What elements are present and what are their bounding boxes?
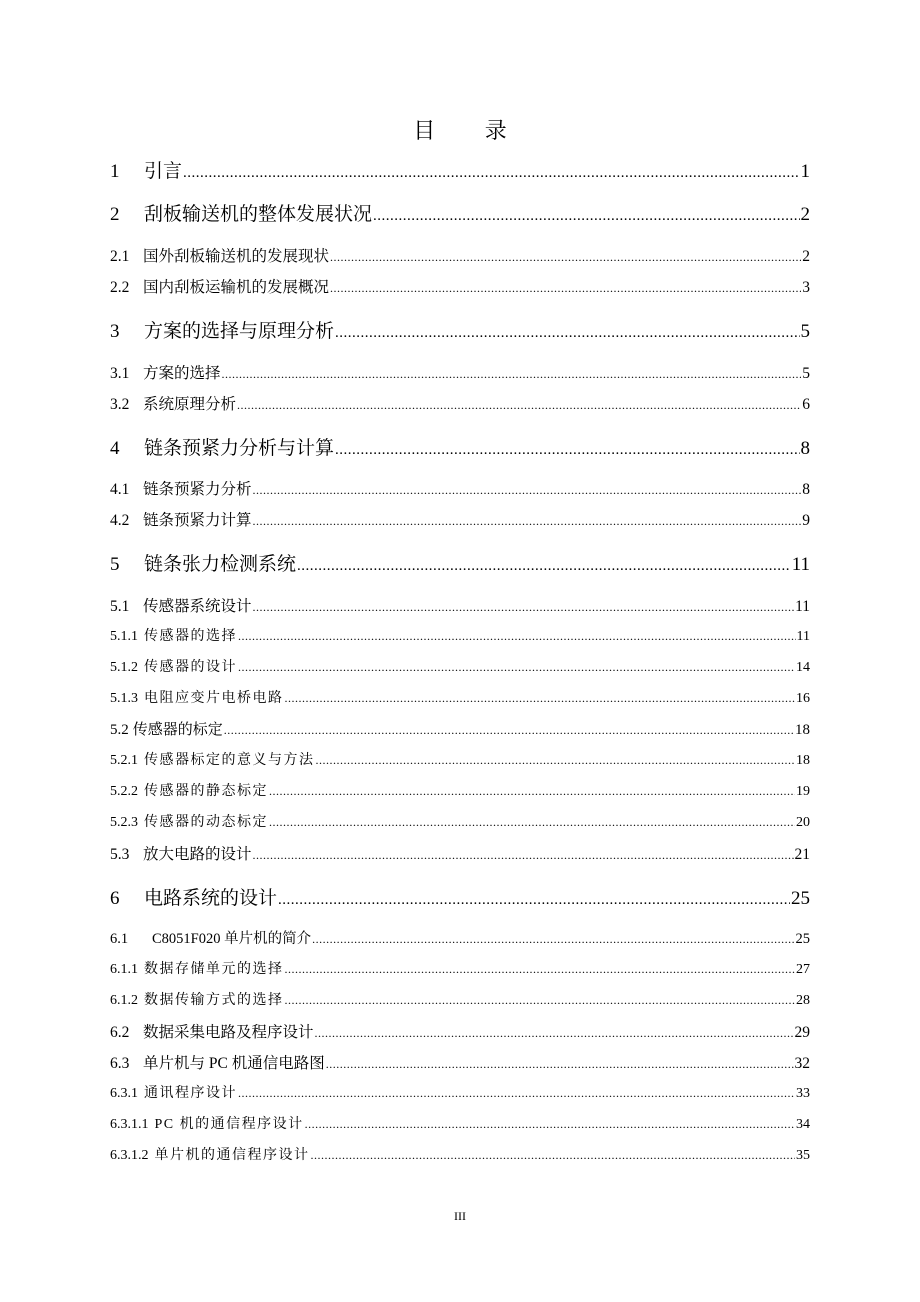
toc-entry-number: 6.3.1.2 bbox=[110, 1148, 149, 1163]
toc-entry[interactable] bbox=[110, 1113, 810, 1133]
toc-entry[interactable] bbox=[110, 1144, 810, 1164]
toc-entry-title: 链条预紧力分析 bbox=[143, 481, 252, 498]
toc-entry-number: 3.2 bbox=[110, 396, 130, 413]
toc-entry[interactable] bbox=[110, 594, 810, 616]
toc-leader-dots bbox=[297, 554, 791, 576]
toc-entry-title: 数据存储单元的选择 bbox=[144, 962, 284, 977]
toc-entry[interactable] bbox=[110, 656, 810, 676]
toc-entry[interactable] bbox=[110, 361, 810, 383]
toc-leader-dots bbox=[253, 512, 802, 530]
toc-entry-title: 传感器的设计 bbox=[144, 660, 237, 675]
toc-entry-number: 5.1.1 bbox=[110, 629, 138, 644]
toc-entry-title: 单片机的通信程序设计 bbox=[154, 1148, 310, 1163]
toc-entry-title: 链条预紧力分析与计算 bbox=[144, 438, 335, 459]
toc-entry-title: 数据传输方式的选择 bbox=[144, 993, 284, 1008]
toc-entry[interactable] bbox=[110, 958, 810, 978]
toc-entry[interactable] bbox=[110, 508, 810, 530]
toc-entry-title: 传感器的静态标定 bbox=[144, 784, 268, 799]
toc-entry[interactable] bbox=[110, 244, 810, 266]
toc-entry-page: 5 bbox=[802, 365, 810, 382]
toc-entry-number: 4.1 bbox=[110, 481, 130, 498]
toc-entry-number: 6 bbox=[110, 888, 120, 909]
toc-entry[interactable] bbox=[110, 156, 810, 183]
toc-leader-dots bbox=[335, 321, 799, 343]
toc-entry-number: 2 bbox=[110, 204, 120, 225]
toc-entry-number: 1 bbox=[110, 161, 120, 182]
toc-entry-number: 6.1 bbox=[110, 931, 129, 947]
toc-entry-page: 18 bbox=[795, 722, 810, 738]
toc-entry[interactable] bbox=[110, 687, 810, 707]
toc-leader-dots bbox=[238, 1086, 795, 1102]
toc-leader-dots bbox=[253, 481, 802, 499]
toc-entry[interactable] bbox=[110, 392, 810, 414]
toc-leader-dots bbox=[326, 1055, 794, 1073]
toc-entry-number: 5.2.2 bbox=[110, 784, 138, 799]
toc-entry-page: 2 bbox=[800, 204, 810, 225]
toc-entry-page: 9 bbox=[802, 512, 810, 529]
toc-entry-page: 11 bbox=[791, 554, 810, 575]
toc-entry-page: 5 bbox=[800, 321, 810, 342]
toc-entry-page: 29 bbox=[794, 1024, 810, 1041]
toc-entry-title: 单片机与 PC 机通信电路图 bbox=[143, 1055, 325, 1072]
toc-entry-number: 5.2.3 bbox=[110, 815, 138, 830]
toc-entry-title: 国外刮板输送机的发展现状 bbox=[143, 248, 330, 265]
toc-entry-title: 链条张力检测系统 bbox=[144, 554, 297, 575]
toc-leader-dots bbox=[183, 161, 799, 183]
toc-entry[interactable] bbox=[110, 811, 810, 831]
toc-entry-number: 2.1 bbox=[110, 248, 130, 265]
toc-entry-page: 20 bbox=[796, 815, 810, 830]
toc-entry-title: 数据采集电路及程序设计 bbox=[143, 1024, 314, 1041]
toc-entry-page: 8 bbox=[802, 481, 810, 498]
toc-entry-title: 通讯程序设计 bbox=[144, 1086, 237, 1101]
toc-entry-number: 5.2 bbox=[110, 722, 129, 738]
toc-leader-dots bbox=[269, 784, 795, 800]
toc-entry-page: 19 bbox=[796, 784, 810, 799]
toc-entry-page: 18 bbox=[796, 753, 810, 768]
toc-entry-title: 放大电路的设计 bbox=[143, 846, 252, 863]
toc-entry[interactable] bbox=[110, 549, 810, 576]
toc-entry[interactable] bbox=[110, 842, 810, 864]
toc-leader-dots bbox=[311, 1148, 796, 1164]
toc-entry-title: 方案的选择与原理分析 bbox=[144, 321, 335, 342]
toc-entry-number: 5 bbox=[110, 554, 120, 575]
toc-entry-title: 传感器的标定 bbox=[132, 722, 223, 738]
toc-entry-number: 5.1.3 bbox=[110, 691, 138, 706]
toc-entry-number: 6.3.1.1 bbox=[110, 1117, 149, 1132]
toc-entry-page: 33 bbox=[796, 1086, 810, 1101]
toc-leader-dots bbox=[224, 722, 794, 739]
toc-entry-number: 5.1.2 bbox=[110, 660, 138, 675]
toc-entry-title: 系统原理分析 bbox=[143, 396, 237, 413]
toc-entry[interactable] bbox=[110, 1020, 810, 1042]
toc-entry-title: 传感器系统设计 bbox=[143, 598, 252, 615]
toc-leader-dots bbox=[305, 1117, 795, 1133]
toc-entry[interactable] bbox=[110, 433, 810, 460]
toc-leader-dots bbox=[330, 248, 801, 266]
toc-entry[interactable] bbox=[110, 780, 810, 800]
toc-entry-page: 11 bbox=[795, 598, 810, 615]
toc-entry-page: 28 bbox=[796, 993, 810, 1008]
toc-leader-dots bbox=[285, 962, 796, 978]
toc-entry-page: 27 bbox=[796, 962, 810, 977]
toc-entry[interactable] bbox=[110, 625, 810, 645]
toc-entry[interactable] bbox=[110, 749, 810, 769]
toc-leader-dots bbox=[285, 691, 796, 707]
toc-entry-page: 2 bbox=[802, 248, 810, 265]
toc-entry-title: 传感器的选择 bbox=[144, 629, 237, 644]
toc-entry[interactable] bbox=[110, 883, 810, 910]
toc-entry-page: 11 bbox=[796, 629, 810, 644]
toc-entry-title: 传感器标定的意义与方法 bbox=[144, 753, 315, 768]
toc-entry-page: 16 bbox=[796, 691, 810, 706]
toc-entry-title: C8051F020 单片机的简介 bbox=[152, 931, 312, 947]
toc-entry-page: 25 bbox=[795, 931, 810, 947]
toc-leader-dots bbox=[330, 279, 801, 297]
toc-entry-page: 21 bbox=[794, 846, 810, 863]
toc-entry[interactable] bbox=[110, 275, 810, 297]
toc-entry-title: 方案的选择 bbox=[143, 365, 221, 382]
toc-entry-number: 6.1.1 bbox=[110, 962, 138, 977]
toc-entry-number: 6.2 bbox=[110, 1024, 130, 1041]
toc-entry-number: 6.1.2 bbox=[110, 993, 138, 1008]
toc-entry-number: 5.2.1 bbox=[110, 753, 138, 768]
toc-entry-title: 电阻应变片电桥电路 bbox=[144, 691, 284, 706]
toc-entry-title: 刮板输送机的整体发展状况 bbox=[144, 204, 373, 225]
toc-entry-page: 1 bbox=[800, 161, 810, 182]
toc-leader-dots bbox=[312, 931, 794, 948]
toc-entry[interactable] bbox=[110, 927, 810, 948]
toc-entry-page: 14 bbox=[796, 660, 810, 675]
toc-entry-number: 5.1 bbox=[110, 598, 130, 615]
toc-entry-title: PC 机的通信程序设计 bbox=[154, 1117, 304, 1132]
toc-entry-number: 4.2 bbox=[110, 512, 130, 529]
toc-entry-title: 电路系统的设计 bbox=[144, 888, 278, 909]
toc-leader-dots bbox=[278, 888, 790, 910]
toc-entry-title: 引言 bbox=[144, 161, 183, 182]
toc-entry-page: 32 bbox=[794, 1055, 810, 1072]
toc-entry-number: 2.2 bbox=[110, 279, 130, 296]
toc-entry[interactable] bbox=[110, 1051, 810, 1073]
toc-entry-number: 5.3 bbox=[110, 846, 130, 863]
toc-entry[interactable] bbox=[110, 989, 810, 1009]
toc-entry-number: 6.3.1 bbox=[110, 1086, 138, 1101]
toc-leader-dots bbox=[222, 365, 802, 383]
toc-entry[interactable] bbox=[110, 477, 810, 499]
toc-entry[interactable] bbox=[110, 199, 810, 226]
toc-entry-number: 4 bbox=[110, 438, 120, 459]
toc-leader-dots bbox=[316, 753, 796, 769]
toc-leader-dots bbox=[315, 1024, 794, 1042]
toc-entry-number: 6.3 bbox=[110, 1055, 130, 1072]
toc-entry-title: 传感器的动态标定 bbox=[144, 815, 268, 830]
toc-entry-page: 35 bbox=[796, 1148, 810, 1163]
toc-entry[interactable] bbox=[110, 316, 810, 343]
toc-leader-dots bbox=[253, 846, 794, 864]
toc-entry-page: 6 bbox=[802, 396, 810, 413]
toc-entry-title: 国内刮板运输机的发展概况 bbox=[143, 279, 330, 296]
toc-entry-title: 链条预紧力计算 bbox=[143, 512, 252, 529]
toc-leader-dots bbox=[285, 993, 796, 1009]
toc-title: 目 录 bbox=[413, 118, 529, 143]
toc-entry-page: 25 bbox=[791, 888, 810, 909]
toc-entry-page: 34 bbox=[796, 1117, 810, 1132]
toc-leader-dots bbox=[373, 204, 799, 226]
toc-leader-dots bbox=[237, 396, 801, 414]
toc-entry[interactable] bbox=[110, 718, 810, 739]
page-number-footer: III bbox=[454, 1209, 466, 1223]
toc-leader-dots bbox=[238, 660, 795, 676]
toc-leader-dots bbox=[253, 598, 795, 616]
toc-entry-page: 3 bbox=[802, 279, 810, 296]
toc-entry-number: 3 bbox=[110, 321, 120, 342]
toc-leader-dots bbox=[269, 815, 795, 831]
toc-entry[interactable] bbox=[110, 1082, 810, 1102]
toc-leader-dots bbox=[238, 629, 796, 645]
toc-entry-page: 8 bbox=[800, 438, 810, 459]
toc-leader-dots bbox=[335, 438, 799, 460]
toc-entry-number: 3.1 bbox=[110, 365, 130, 382]
